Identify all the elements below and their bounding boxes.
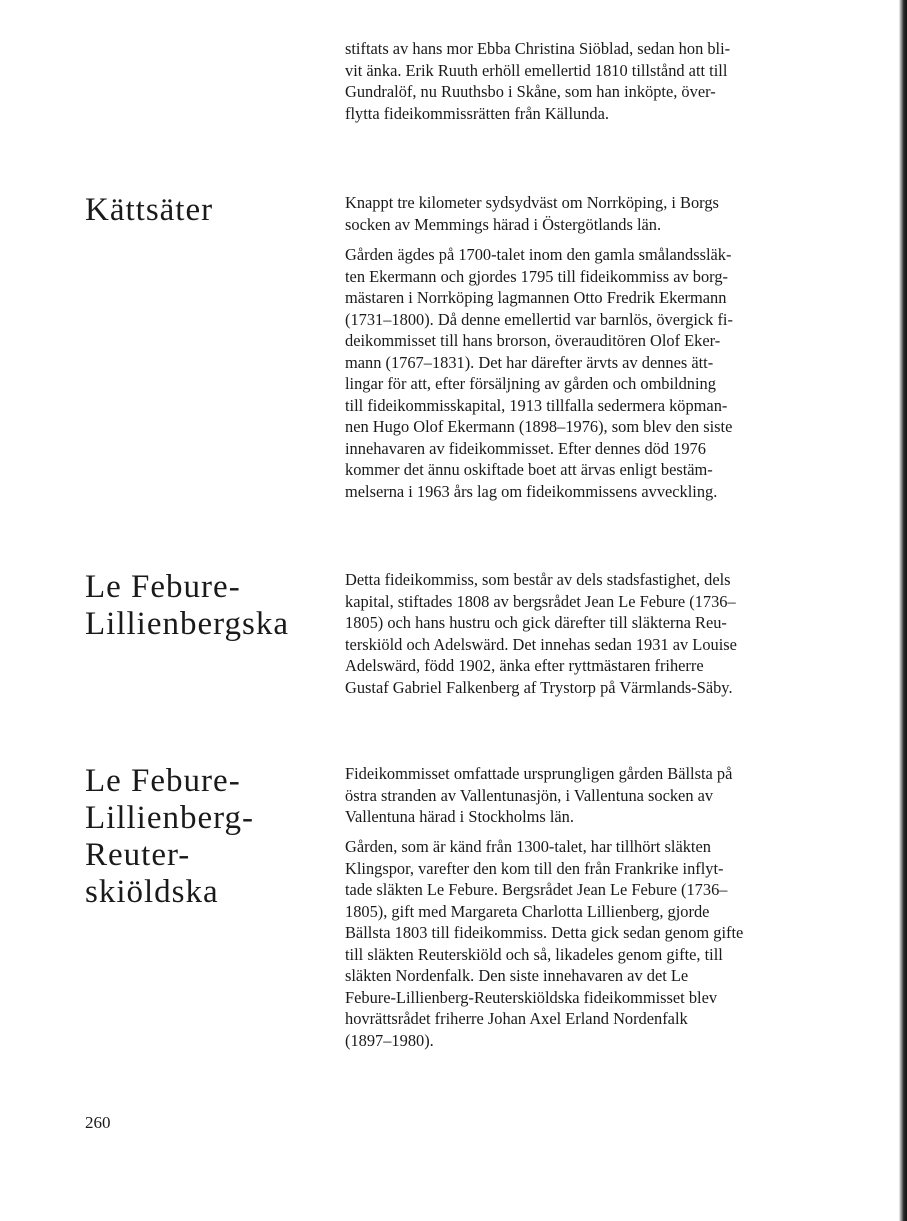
le-febure-lillienbergska-paragraph: Detta fideikommiss, som består av dels stadsfastighet, dels kapital, stiftades 1808 av bergsrådet Jean Le Febure (1736– 1805) och hans hustru och gick därefter till släkterna Reu- terskiöld och Adelswärd. Det innehas sedan 1931 av Louise Adelswärd, född 1902, änka efter ryttmästaren friherre Gustaf Gabriel Falkenberg af Trystorp på Värmlands-Säby.	[345, 570, 737, 697]
intro-paragraph: stiftats av hans mor Ebba Christina Siöblad, sedan hon bli- vit änka. Erik Ruuth erhöll emellertid 1810 tillstånd att till Gundralöf, nu Ruuthsbo i Skåne, som han inköpte, över- flytta fideikommissrätten från Källunda.	[345, 39, 731, 123]
heading-kattsater: Kättsäter	[85, 192, 214, 228]
page-binding-edge	[899, 0, 907, 1221]
page-number: 260	[85, 1113, 111, 1132]
kattsater-paragraph-1: Knappt tre kilometer sydsydväst om Norrköping, i Borgs socken av Memmings härad i Östergötlands län.	[345, 193, 719, 234]
reuterskioldska-paragraph-2: Gården, som är känd från 1300-talet, har tillhört släkten Klingspor, varefter den kom till den från Frankrike inflyt- tade släkten Le Febure. Bergsrådet Jean Le Febure (1736– 1805), gift med Margareta Charlotta Lillienberg, gjorde Bällsta 1803 till fideikommiss. Detta gick sedan genom gifte till släkten Reuterskiöld och så, likadeles genom gifte, till släkten Nordenfalk. Den siste innehavaren av det Le Febure-Lillienberg-Reuterskiöldska fideikommisset blev hovrättsrådet friherre Johan Axel Erland Nordenfalk (1897–1980).	[345, 837, 744, 1050]
reuterskioldska-paragraph-1: Fideikommisset omfattade ursprungligen gården Bällsta på östra stranden av Vallentunasjön, i Vallentuna socken av Vallentuna härad i Stockholms län.	[345, 764, 733, 826]
heading-le-febure-lillienberg-reuterskioldska: Le Febure- Lillienberg- Reuter- skiöldska	[85, 763, 255, 910]
heading-le-febure-lillienbergska: Le Febure- Lillienbergska	[85, 569, 290, 642]
kattsater-paragraph-2: Gården ägdes på 1700-talet inom den gamla smålandssläk- ten Ekermann och gjordes 1795 till fideikommiss av borg- mästaren i Norrköping lagmannen Otto Fredrik Ekermann (1731–1800). Då denne emellertid var barnlös, övergick fi- deikommisset till hans brorson, överauditören Olof Eker- mann (1767–1831). Det har därefter ärvts av dennes ätt- lingar för att, efter försäljning av gården och ombildning till fideikommisskapital, 1913 tillfalla sedermera köpman- nen Hugo Olof Ekermann (1898–1976), som blev den siste innehavaren av fideikommisset. Efter dennes död 1976 kommer det ännu oskiftade boet att ärvas enligt bestäm- melserna i 1963 års lag om fideikommissens avveckling.	[345, 245, 733, 501]
